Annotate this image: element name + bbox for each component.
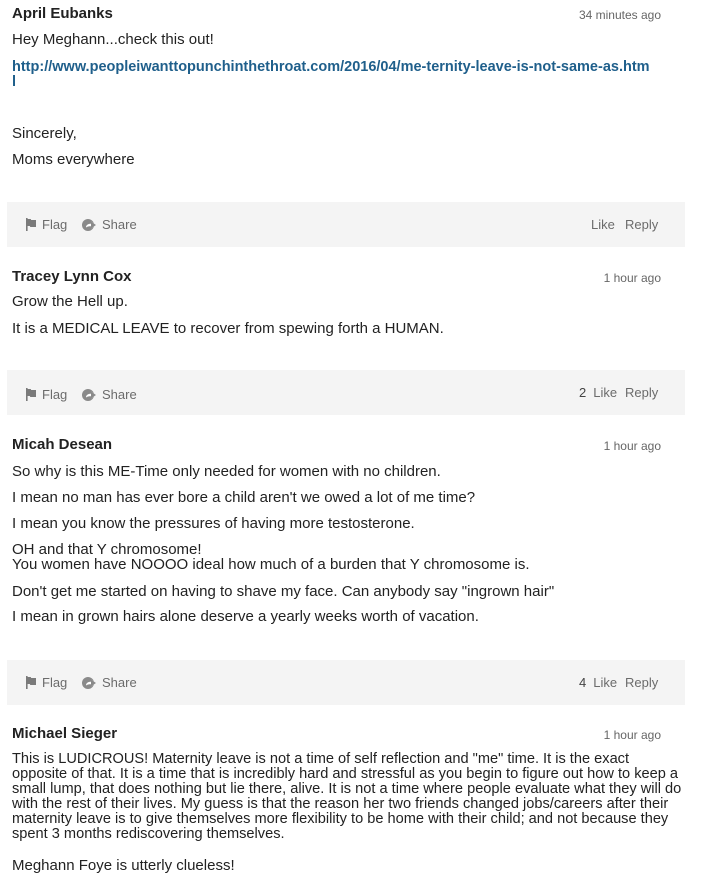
comment-text: Hey Meghann...check this out!: [12, 31, 214, 48]
reply-label: Reply: [625, 675, 659, 690]
comment-text: I mean no man has ever bore a child aren't we owed a lot of me time?: [12, 489, 476, 506]
comment-text: I mean in grown hairs alone deserve a yearly weeks worth of vacation.: [12, 608, 479, 625]
comment-text: I mean you know the pressures of having more testosterone.: [12, 515, 415, 532]
comment-timestamp[interactable]: 34 minutes ago: [578, 8, 661, 22]
share-icon: [82, 389, 97, 401]
comment-actions-bar: [7, 370, 685, 415]
like-label: Like: [593, 675, 618, 690]
like-label: Like: [591, 217, 615, 232]
comment-timestamp[interactable]: 1 hour ago: [603, 439, 661, 453]
flag-label: Flag: [42, 387, 68, 402]
like-button[interactable]: [591, 202, 615, 247]
flag-icon: [25, 676, 37, 689]
comment-link[interactable]: http://www.peopleiwanttopunchinthethroat.com/2016/04/me-ternity-leave-is-not-same-as.html: [12, 59, 650, 90]
comment-text: Moms everywhere: [12, 151, 135, 168]
comment-text: You women have NOOOO ideal how much of a burden that Y chromosome is.: [12, 556, 530, 573]
comment-text: Sincerely,: [12, 125, 77, 142]
flag-button[interactable]: [25, 660, 67, 705]
like-label: Like: [593, 385, 618, 400]
share-label: Share: [102, 387, 137, 402]
share-label: Share: [102, 217, 137, 232]
comment-actions-bar: [7, 202, 685, 247]
reply-button[interactable]: [625, 370, 658, 415]
comment-timestamp[interactable]: 1 hour ago: [603, 271, 661, 285]
comment-actions-bar: [7, 660, 685, 705]
comment-text: Don't get me started on having to shave my face. Can anybody say "ingrown hair": [12, 583, 555, 600]
like-button[interactable]: [579, 660, 617, 705]
reply-button[interactable]: [625, 202, 658, 247]
comment-text: OH and that Y chromosome!: [12, 541, 202, 558]
flag-icon: [25, 218, 37, 231]
share-button[interactable]: [82, 660, 137, 705]
comment-timestamp[interactable]: 1 hour ago: [603, 728, 661, 742]
reply-label: Reply: [625, 385, 659, 400]
comment-author[interactable]: Tracey Lynn Cox: [12, 268, 132, 285]
comment-text: It is a MEDICAL LEAVE to recover from spewing forth a HUMAN.: [12, 320, 444, 337]
share-button[interactable]: [82, 372, 137, 417]
flag-label: Flag: [42, 675, 68, 690]
comment-author[interactable]: Micah Desean: [12, 436, 113, 453]
comment-text: Grow the Hell up.: [12, 293, 128, 310]
flag-button[interactable]: [25, 372, 67, 417]
share-button[interactable]: [82, 202, 137, 247]
flag-icon: [25, 388, 37, 401]
comment-author[interactable]: Michael Sieger: [12, 725, 118, 742]
share-icon: [82, 677, 97, 689]
share-icon: [82, 219, 97, 231]
comment-text: This is LUDICROUS! Maternity leave is not a time of self reflection and "me" time. It is the exact opposite of that. It is a time that is incredibly hard and stressful as you begin to figure out how to keep a small lump, that does nothing but lie there, alive. It is not a time where people evaluate what they will do with the rest of their lives. My guess is that the reason her two friends changed jobs/careers after their maternity leave is to give themselves more flexibility to be home with their child; and not because they spent 3 months rediscovering themselves.: [12, 751, 682, 842]
comment-text: Meghann Foye is utterly clueless!: [12, 857, 235, 874]
reply-button[interactable]: [625, 660, 658, 705]
flag-button[interactable]: [25, 202, 67, 247]
comment-author[interactable]: April Eubanks: [12, 5, 113, 22]
like-button[interactable]: [579, 370, 617, 415]
reply-label: Reply: [625, 217, 659, 232]
share-label: Share: [102, 675, 137, 690]
like-count: 4: [579, 675, 587, 690]
like-count: 2: [579, 385, 587, 400]
flag-label: Flag: [42, 217, 68, 232]
comment-text: So why is this ME-Time only needed for women with no children.: [12, 463, 441, 480]
